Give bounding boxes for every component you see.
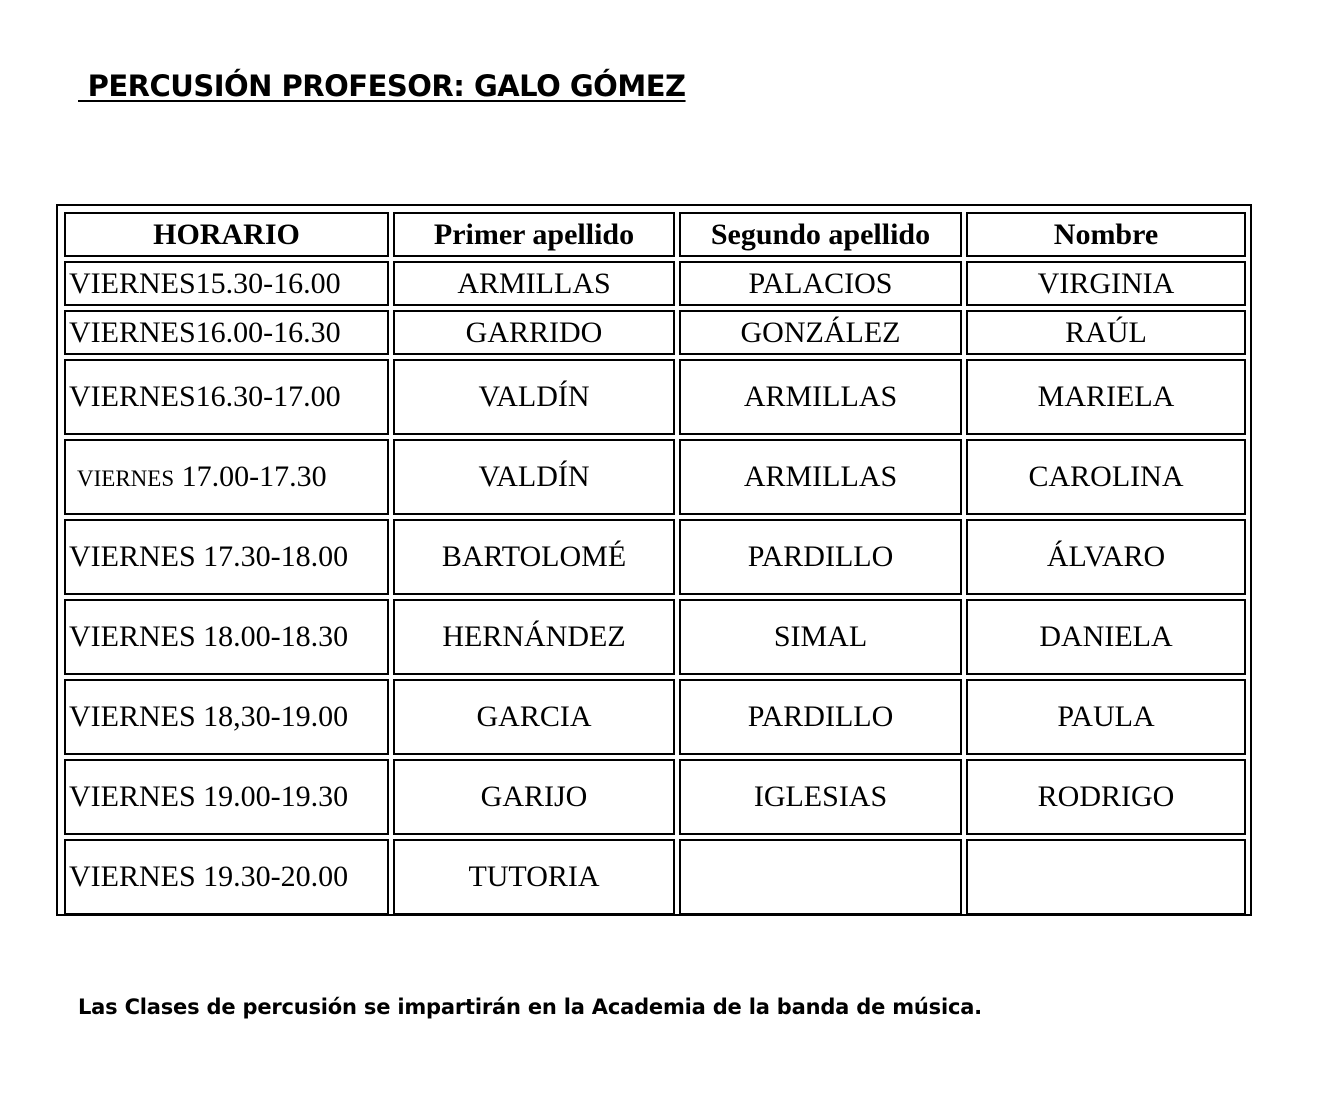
table-row xyxy=(64,519,1246,595)
cell-segundo-apellido xyxy=(679,839,962,915)
cell-time: 17.30-18.00 xyxy=(195,540,349,573)
cell-segundo-apellido: PALACIOS xyxy=(679,261,962,306)
table-row xyxy=(64,839,1246,915)
cell-day: VIERNES xyxy=(69,380,196,413)
cell-nombre: RODRIGO xyxy=(966,759,1246,835)
cell-nombre: PAULA xyxy=(966,679,1246,755)
cell-segundo-apellido: ARMILLAS xyxy=(679,359,962,435)
cell-segundo-apellido: PARDILLO xyxy=(679,679,962,755)
cell-horario xyxy=(64,359,389,435)
cell-time: 16.30-17.00 xyxy=(195,380,341,413)
cell-primer-apellido: GARIJO xyxy=(393,759,675,835)
table-row xyxy=(64,599,1246,675)
table-row xyxy=(64,359,1246,435)
cell-day: VIERNES xyxy=(69,266,196,300)
cell-time: 18,30-19.00 xyxy=(195,700,349,733)
cell-time: 17.00-17.30 xyxy=(174,460,327,493)
header-segundo-apellido: Segundo apellido xyxy=(679,212,962,257)
header-horario: HORARIO xyxy=(64,212,389,257)
cell-nombre: DANIELA xyxy=(966,599,1246,675)
table-row xyxy=(64,759,1246,835)
cell-horario xyxy=(64,599,389,675)
cell-primer-apellido: ARMILLAS xyxy=(393,261,675,306)
cell-day: VIERNES xyxy=(77,466,175,491)
cell-time: 19.00-19.30 xyxy=(195,780,349,813)
footer-note: Las Clases de percusión se impartirán en la Academia de la banda de música. xyxy=(78,995,982,1019)
cell-segundo-apellido: SIMAL xyxy=(679,599,962,675)
cell-time: 16.00-16.30 xyxy=(195,315,341,349)
cell-horario xyxy=(64,261,389,306)
cell-nombre: CAROLINA xyxy=(966,439,1246,515)
cell-day: VIERNES xyxy=(69,315,196,349)
cell-nombre: ÁLVARO xyxy=(966,519,1246,595)
cell-day: VIERNES xyxy=(69,540,196,573)
cell-segundo-apellido: ARMILLAS xyxy=(679,439,962,515)
cell-time: 18.00-18.30 xyxy=(195,620,349,653)
cell-day: VIERNES xyxy=(69,780,196,813)
cell-segundo-apellido: GONZÁLEZ xyxy=(679,310,962,355)
header-nombre: Nombre xyxy=(966,212,1246,257)
cell-primer-apellido: HERNÁNDEZ xyxy=(393,599,675,675)
cell-day: VIERNES xyxy=(69,620,196,653)
cell-horario xyxy=(64,759,389,835)
cell-primer-apellido: GARRIDO xyxy=(393,310,675,355)
cell-nombre xyxy=(966,839,1246,915)
cell-time: 15.30-16.00 xyxy=(195,266,341,300)
table-header-row xyxy=(64,212,1246,257)
cell-day: VIERNES xyxy=(69,700,196,733)
table-row xyxy=(64,310,1246,355)
cell-primer-apellido: GARCIA xyxy=(393,679,675,755)
cell-horario xyxy=(64,679,389,755)
schedule-table xyxy=(60,208,1250,919)
cell-nombre: MARIELA xyxy=(966,359,1246,435)
cell-horario xyxy=(64,310,389,355)
page-title: PERCUSIÓN PROFESOR: GALO GÓMEZ xyxy=(78,69,686,103)
cell-segundo-apellido: IGLESIAS xyxy=(679,759,962,835)
table-row xyxy=(64,679,1246,755)
cell-nombre: RAÚL xyxy=(966,310,1246,355)
cell-horario xyxy=(64,839,389,915)
cell-primer-apellido: BARTOLOMÉ xyxy=(393,519,675,595)
cell-horario xyxy=(64,519,389,595)
header-primer-apellido: Primer apellido xyxy=(393,212,675,257)
cell-day: VIERNES xyxy=(69,860,196,893)
schedule-table-frame xyxy=(56,204,1252,916)
cell-nombre: VIRGINIA xyxy=(966,261,1246,306)
cell-time: 19.30-20.00 xyxy=(195,860,349,893)
cell-primer-apellido: TUTORIA xyxy=(393,839,675,915)
table-row xyxy=(64,439,1246,515)
cell-primer-apellido: VALDÍN xyxy=(393,359,675,435)
table-row xyxy=(64,261,1246,306)
cell-primer-apellido: VALDÍN xyxy=(393,439,675,515)
cell-segundo-apellido: PARDILLO xyxy=(679,519,962,595)
cell-horario xyxy=(64,439,389,515)
